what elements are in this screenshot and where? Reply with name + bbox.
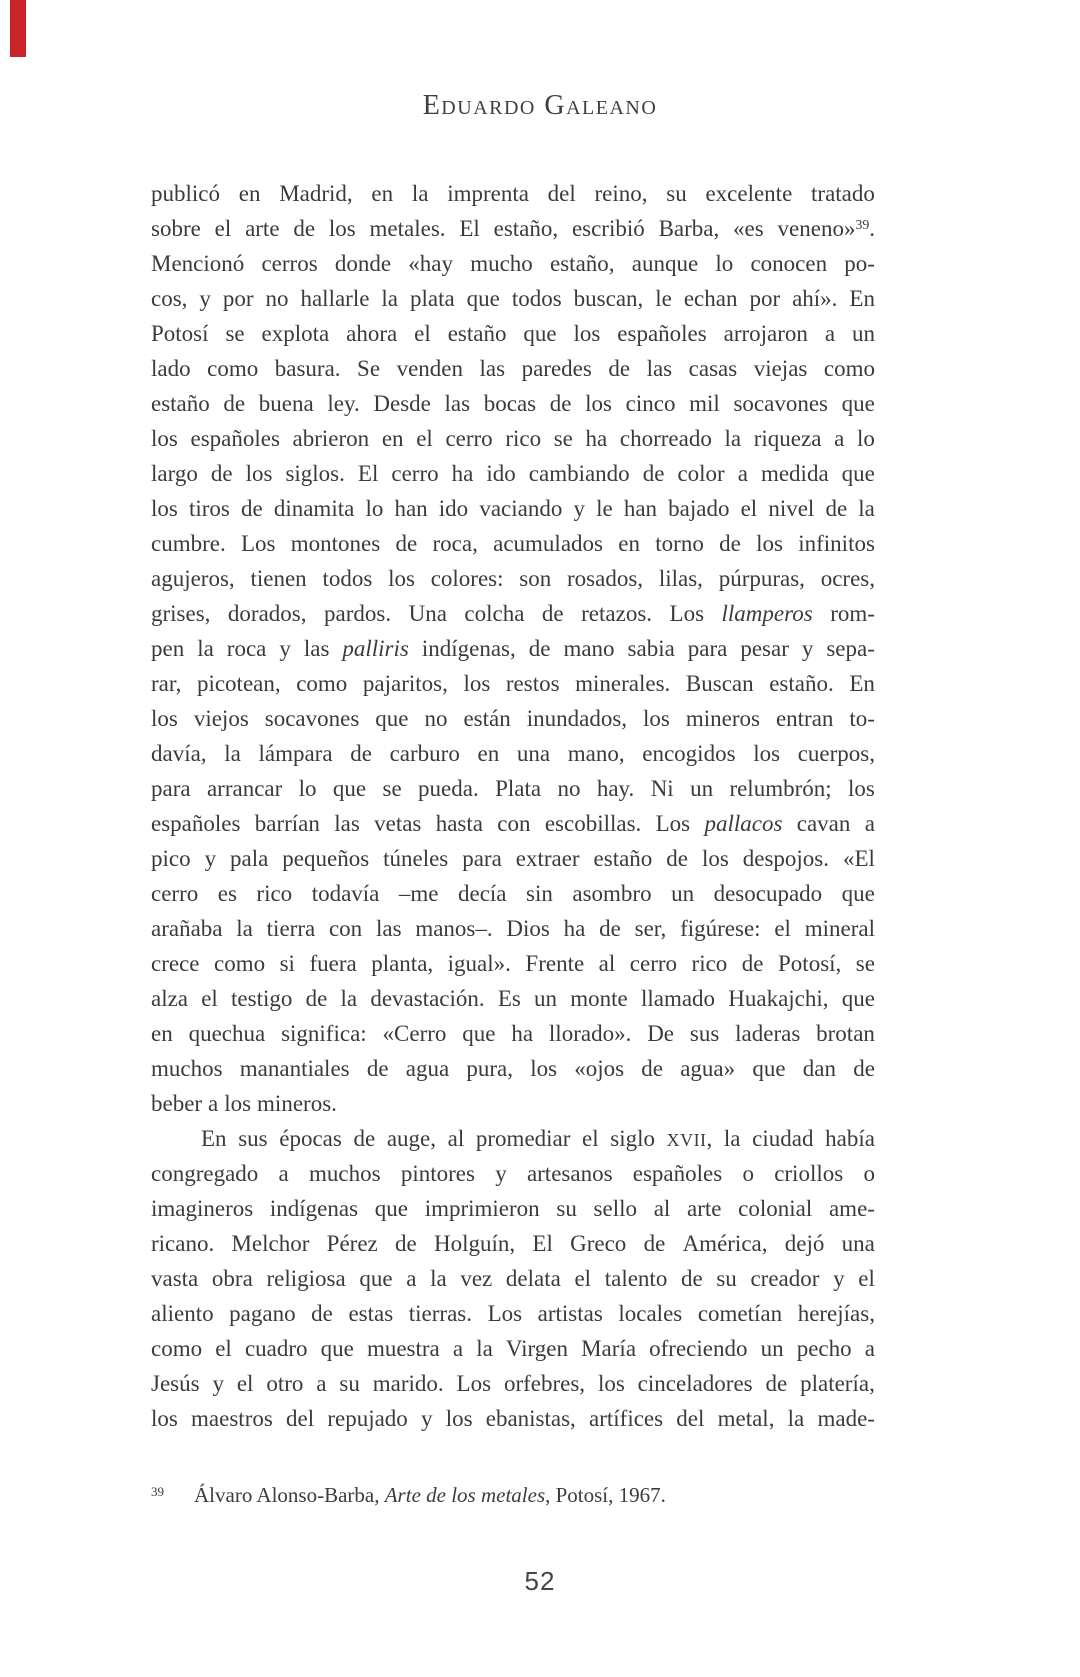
text-line: sobre el arte de los metales. El estaño, escribió Barba, «es veneno»$^{39}$. bbox=[151, 216, 875, 241]
text-line: pico y pala pequeños túneles para extraer estaño de los despojos. «El bbox=[151, 846, 875, 871]
red-bookmark-icon[interactable] bbox=[10, 0, 26, 57]
text-line: cerro es rico todavía –me decía sin asombro un desocupado que bbox=[151, 881, 875, 906]
text-line: imagineros indígenas que imprimieron su sello al arte colonial ame- bbox=[151, 1196, 875, 1221]
footnote bbox=[151, 1481, 875, 1512]
text-line: muchos manantiales de agua pura, los «ojos de agua» que dan de bbox=[151, 1056, 875, 1081]
text-line: agujeros, tienen todos los colores: son rosados, lilas, púrpuras, ocres, bbox=[151, 566, 875, 591]
text-line: aliento pagano de estas tierras. Los artistas locales cometían herejías, bbox=[151, 1301, 875, 1326]
text-line: alza el testigo de la devastación. Es un monte llamado Huakajchi, que bbox=[151, 986, 875, 1011]
text-line: cos, y por no hallarle la plata que todos buscan, le echan por ahí». En bbox=[151, 286, 875, 311]
text-line: para arrancar lo que se pueda. Plata no hay. Ni un relumbrón; los bbox=[151, 776, 875, 801]
text-line: en quechua significa: «Cerro que ha llorado». De sus laderas brotan bbox=[151, 1021, 875, 1046]
text-line: Jesús y el otro a su marido. Los orfebres, los cinceladores de platería, bbox=[151, 1371, 875, 1396]
text-line: estaño de buena ley. Desde las bocas de los cinco mil socavones que bbox=[151, 391, 875, 416]
text-line: vasta obra religiosa que a la vez delata el talento de su creador y el bbox=[151, 1266, 875, 1291]
page-number: 52 bbox=[524, 1566, 556, 1596]
text-line: los españoles abrieron en el cerro rico se ha chorreado la riqueza a lo bbox=[151, 426, 875, 451]
footnote-marker: 39 bbox=[151, 1484, 165, 1500]
text-line: los viejos socavones que no están inundados, los mineros entran to- bbox=[151, 706, 875, 731]
text-line: largo de los siglos. El cerro ha ido cambiando de color a medida que bbox=[151, 461, 875, 486]
text-line: pen la roca y las palliris indígenas, de mano sabia para pesar y sepa- bbox=[151, 636, 875, 661]
text-line: beber a los mineros. bbox=[151, 1091, 337, 1116]
text-line: los tiros de dinamita lo han ido vaciando y le han bajado el nivel de la bbox=[151, 496, 875, 521]
text-line: crece como si fuera planta, igual». Frente al cerro rico de Potosí, se bbox=[151, 951, 875, 976]
text-line: cumbre. Los montones de roca, acumulados en torno de los infinitos bbox=[151, 531, 875, 556]
text-line: como el cuadro que muestra a la Virgen María ofreciendo un pecho a bbox=[151, 1336, 875, 1361]
text-line: españoles barrían las vetas hasta con escobillas. Los pallacos cavan a bbox=[151, 811, 875, 836]
body-text bbox=[151, 176, 875, 1436]
text-line: En sus épocas de auge, al promediar el siglo XVII, la ciudad había bbox=[201, 1126, 875, 1151]
running-header: Eduardo Galeano bbox=[422, 90, 658, 121]
text-line: publicó en Madrid, en la imprenta del reino, su excelente tratado bbox=[151, 181, 875, 206]
text-line: arañaba la tierra con las manos–. Dios ha de ser, figúrese: el mineral bbox=[151, 916, 875, 941]
text-line: davía, la lámpara de carburo en una mano, encogidos los cuerpos, bbox=[151, 741, 875, 766]
text-line: Potosí se explota ahora el estaño que los españoles arrojaron a un bbox=[151, 321, 875, 346]
text-line: grises, dorados, pardos. Una colcha de retazos. Los llamperos rom- bbox=[151, 601, 875, 626]
text-line: rar, picotean, como pajaritos, los restos minerales. Buscan estaño. En bbox=[151, 671, 875, 696]
text-line: ricano. Melchor Pérez de Holguín, El Greco de América, dejó una bbox=[151, 1231, 875, 1256]
text-line: lado como basura. Se venden las paredes de las casas viejas como bbox=[151, 356, 875, 381]
text-line: Mencionó cerros donde «hay mucho estaño, aunque lo conocen po- bbox=[151, 251, 875, 276]
text-line: congregado a muchos pintores y artesanos españoles o criollos o bbox=[151, 1161, 875, 1186]
footnote-text: Álvaro Alonso-Barba, Arte de los metales, Potosí, 1967. bbox=[194, 1483, 666, 1507]
text-line: los maestros del repujado y los ebanistas, artífices del metal, la made- bbox=[151, 1406, 875, 1431]
